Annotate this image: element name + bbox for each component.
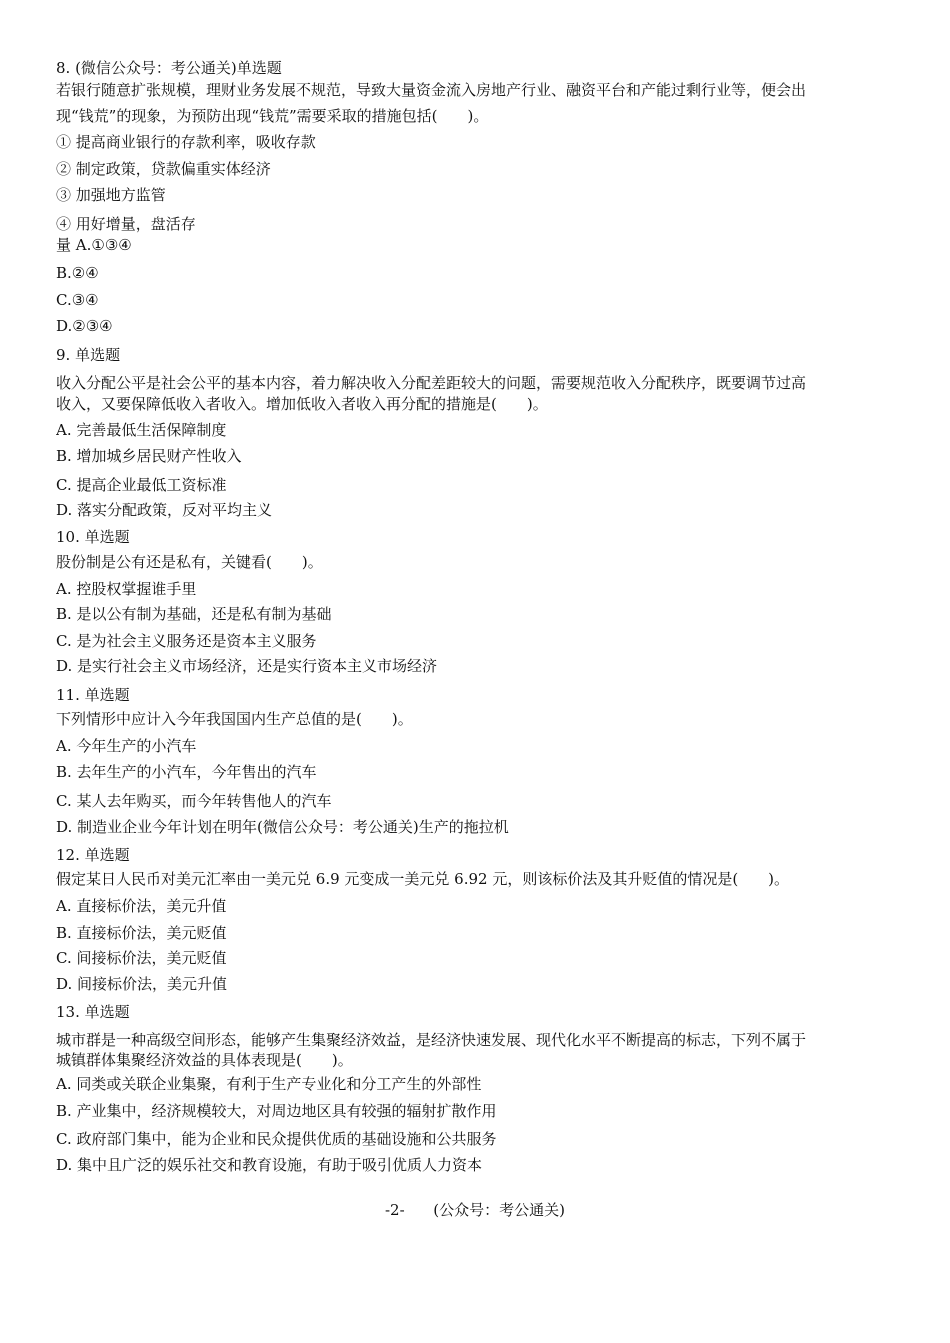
question-10-option-d: D. 是实行社会主义市场经济，还是实行资本主义市场经济 [56,657,438,675]
question-9-option-b: B. 增加城乡居民财产性收入 [56,447,242,465]
question-13-option-d: D. 集中且广泛的娱乐社交和教育设施，有助于吸引优质人力资本 [56,1156,483,1174]
question-9-option-c: C. 提高企业最低工资标准 [56,476,227,494]
question-8-statement-4: ④ 用好增量，盘活存 [56,215,196,233]
question-8-stem-line-2: 现“钱荒”的现象，为预防出现“钱荒”需要采取的措施包括( )。 [56,107,489,125]
question-8-stem-line-1: 若银行随意扩张规模，理财业务发展不规范，导致大量资金流入房地产行业、融资平台和产能过剩行业等，便会出 [56,81,807,99]
question-10-stem: 股份制是公有还是私有，关键看( )。 [56,553,323,571]
question-11-option-c: C. 某人去年购买，而今年转售他人的汽车 [56,792,332,810]
question-11-stem: 下列情形中应计入今年我国国内生产总值的是( )。 [56,710,413,728]
question-12-option-c: C. 间接标价法，美元贬值 [56,949,227,967]
question-8-option-b: B.②④ [56,264,99,282]
question-10-option-c: C. 是为社会主义服务还是资本主义服务 [56,632,317,650]
question-10-option-b: B. 是以公有制为基础，还是私有制为基础 [56,605,332,623]
question-13-stem-line-1: 城市群是一种高级空间形态，能够产生集聚经济效益，是经济快速发展、现代化水平不断提高的标志，下列不属于 [56,1031,807,1049]
question-11-header: 11. 单选题 [56,686,130,704]
question-12-option-b: B. 直接标价法，美元贬值 [56,924,227,942]
question-12-option-d: D. 间接标价法，美元升值 [56,975,228,993]
question-13-stem-line-2: 城镇群体集聚经济效益的具体表现是( )。 [56,1051,353,1069]
question-12-stem: 假定某日人民币对美元汇率由一美元兑 6.9 元变成一美元兑 6.92 元，则该标价法及其升贬值的情况是( )。 [56,870,790,888]
question-8-option-d: D.②③④ [56,317,113,335]
question-9-option-a: A. 完善最低生活保障制度 [56,421,227,439]
page-number: -2- [384,1201,405,1219]
question-13-option-b: B. 产业集中，经济规模较大，对周边地区具有较强的辐射扩散作用 [56,1102,497,1120]
question-10-option-a: A. 控股权掌握谁手里 [56,580,197,598]
question-9-option-d: D. 落实分配政策，反对平均主义 [56,501,273,519]
question-8-option-a: 量 A.①③④ [56,236,132,254]
question-9-stem-line-2: 收入，又要保障低收入者收入。增加低收入者收入再分配的措施是( )。 [56,395,548,413]
question-8-header: 8. (微信公众号：考公通关)单选题 [56,59,282,77]
question-8-statement-3: ③ 加强地方监管 [56,186,166,204]
question-13-header: 13. 单选题 [56,1003,130,1021]
question-8-statement-2: ② 制定政策，贷款偏重实体经济 [56,160,271,178]
question-11-option-a: A. 今年生产的小汽车 [56,737,197,755]
question-10-header: 10. 单选题 [56,528,130,546]
question-11-option-b: B. 去年生产的小汽车，今年售出的汽车 [56,763,317,781]
question-9-stem-line-1: 收入分配公平是社会公平的基本内容，着力解决收入分配差距较大的问题，需要规范收入分配秩序，既要调节过高 [56,374,807,392]
question-8-statement-1: ① 提高商业银行的存款利率，吸收存款 [56,133,316,151]
question-13-option-a: A. 同类或关联企业集聚，有利于生产专业化和分工产生的外部性 [56,1075,482,1093]
footer-source: (公众号：考公通关) [433,1201,565,1219]
question-11-option-d: D. 制造业企业今年计划在明年(微信公众号：考公通关)生产的拖拉机 [56,818,509,836]
question-9-header: 9. 单选题 [56,346,121,364]
page-footer [0,1199,950,1220]
question-13-option-c: C. 政府部门集中，能为企业和民众提供优质的基础设施和公共服务 [56,1130,497,1148]
question-12-header: 12. 单选题 [56,846,130,864]
question-8-option-c: C.③④ [56,291,99,309]
question-12-option-a: A. 直接标价法，美元升值 [56,897,227,915]
